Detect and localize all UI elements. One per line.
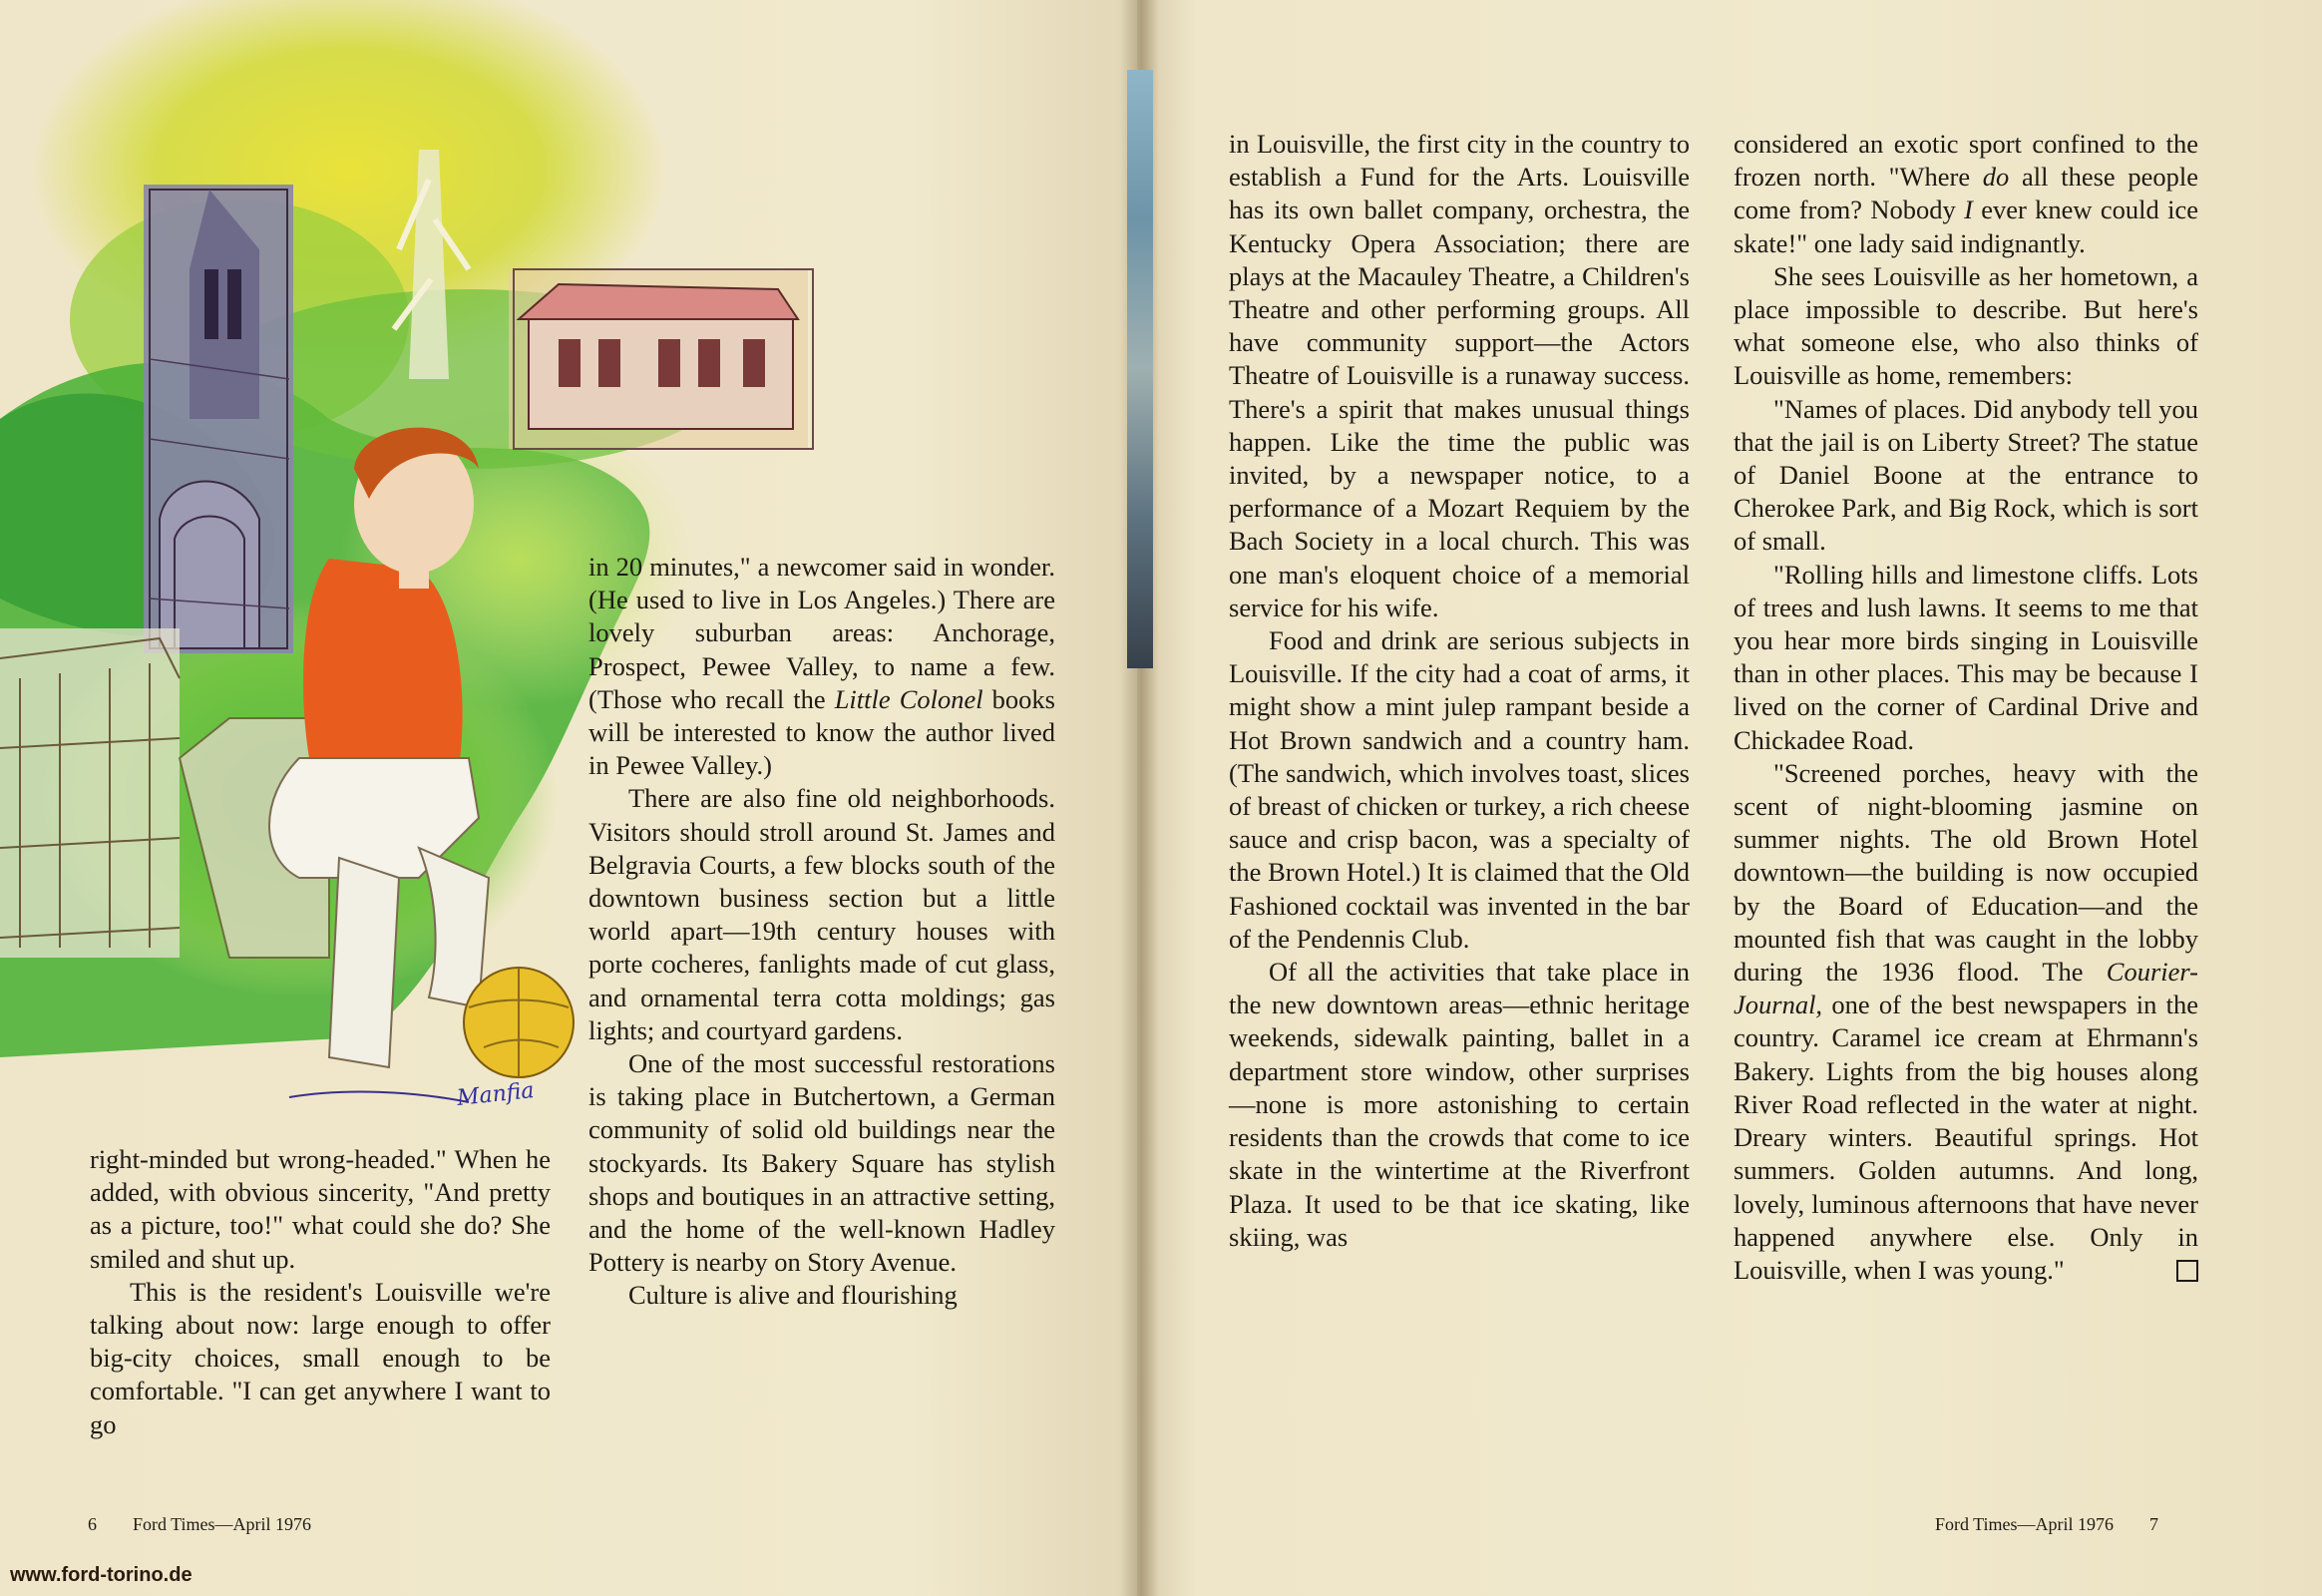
paragraph	[1734, 128, 2198, 260]
paragraph-text: in 20 minutes," a newcomer said in wonder. (He used to live in Los Angeles.) There are lovely suburban areas: Anchorage, Prospect, Pewee Valley, to name a few. (Those who recall the	[588, 552, 1055, 714]
left-column-2	[588, 551, 1055, 1313]
paragraph: There are also fine old neighborhoods. Visitors should stroll around St. James and Belgravia Courts, a few blocks south of the downtown business section but a little world apart—19th century houses with porte cocheres, fanlights made of cut glass, and ornamental terra cotta moldings; gas lights; and courtyard gardens.	[588, 783, 1055, 1045]
church-sketch	[144, 185, 293, 653]
paragraph: "Rolling hills and limestone cliffs. Lots of trees and lush lawns. It seems to me that you hear more birds singing in Louisville than in other places. This may be because I lived on the corner of Cardinal Drive and Chickadee Road.	[1734, 559, 2198, 755]
paragraph: right-minded but wrong-headed." When he added, with obvious sincerity, "And pretty as a picture, too!" what could she do? She smiled and shut up.	[90, 1144, 551, 1274]
paragraph-text: considered an exotic sport confined to the frozen north. "Where	[1734, 129, 2198, 193]
left-page-footer	[88, 1514, 311, 1535]
end-of-article-box-icon	[2176, 1260, 2198, 1282]
paragraph: This is the resident's Louisville we're talking about now: large enough to offer big-city choices, small enough to be comfortable. "I can get anywhere I want to go	[90, 1276, 551, 1439]
paragraph: in Louisville, the first city in the country to establish a Fund for the Arts. Louisville has its own ballet company, orchestra, the Kentucky Opera Association; there are plays at the Macauley Theatre, a Children's Theatre and other performing groups. All have community support—the Actors Theatre of Louisville is a runaway success. There's a spirit that makes unusual things happen. Like the time the public was invited, by a newspaper notice, to a performance of a Mozart Requiem by the Bach Society in a local church. This was one man's eloquent choice of a memorial service for his wife.	[1229, 129, 1690, 622]
paragraph-text: one of the best newspapers in the country. Caramel ice cream at Ehrmann's Bakery. Lights from the big houses along River Road reflected in the water at night. Dreary winters. Beautiful springs. Hot summers. Golden autumns. And long, lovely, luminous afternoons that have never happened anywhere else. Only in Louisville, when I was young."	[1734, 990, 2198, 1285]
left-column-1	[90, 1143, 551, 1441]
paragraph: She sees Louisville as her hometown, a place impossible to describe. But here's what someone else, who also thinks of Louisville as home, remembers:	[1734, 260, 2198, 391]
right-page-number: 7	[2149, 1514, 2159, 1534]
newspaper-title: Courier-Journal,	[1734, 957, 2198, 1020]
left-page-number: 6	[88, 1514, 97, 1534]
paragraph: Of all the activities that take place in the new downtown areas—ethnic heritage weekends, sidewalk painting, ballet in a department store window, other surprises—none is more astonishing to certain residents than the crowds that come to ice skate in the wintertime at the Riverfront Plaza. It used to be that ice skating, like skiing, was	[1229, 957, 1690, 1252]
paragraph	[1734, 757, 2198, 1287]
paragraph	[588, 551, 1055, 782]
book-title: Little Colonel	[834, 683, 983, 714]
paragraph: One of the most successful restorations is taking place in Butchertown, a German community of solid old buildings near the stockyards. Its Bakery Square has stylish shops and boutiques in an attractive setting, and the home of the well-known Hadley Pottery is nearby on Story Avenue.	[588, 1048, 1055, 1278]
emphasis: I	[1964, 195, 1973, 225]
right-column-2	[1734, 128, 2198, 1287]
house-sketch	[509, 269, 813, 449]
paragraph: Food and drink are serious subjects in Louisville. If the city had a coat of arms, it might show a mint julep rampant beside a Hot Brown sandwich and a country ham. (The sandwich, which involves toast, slices of breast of chicken or turkey, a rich cheese sauce and crisp bacon, was a specialty of the Brown Hotel.) It is claimed that the Old Fashioned cocktail was invented in the bar of the Pendennis Club.	[1229, 625, 1690, 954]
paragraph-text: all these people come from? Nobody	[1734, 162, 2198, 225]
right-column-1	[1229, 128, 1690, 1254]
right-footer-title: Ford Times—April 1976	[1935, 1514, 2115, 1534]
paragraph: Culture is alive and flourishing	[628, 1280, 958, 1311]
watermark: www.ford-torino.de	[10, 1564, 193, 1586]
left-footer-title: Ford Times—April 1976	[133, 1514, 312, 1534]
paragraph: "Names of places. Did anybody tell you that the jail is on Liberty Street? The statue of Daniel Boone at the entrance to Cherokee Park, and Big Rock, which is sort of small.	[1734, 393, 2198, 557]
artist-signature: Manfia	[455, 1078, 536, 1111]
paragraph-text: ever knew could ice skate!" one lady said indignantly.	[1734, 195, 2198, 258]
right-page-footer	[1935, 1514, 2158, 1535]
paragraph-text: books will be interested to know the author lived in Pewee Valley.)	[588, 683, 1055, 781]
emphasis: do	[1982, 162, 2010, 193]
paragraph-text: "Screened porches, heavy with the scent of night-blooming jasmine on summer nights. The old Brown Hotel downtown—the building is now occupied by the Board of Education—and the mounted fish that was caught in the lobby during the 1936 flood. The	[1734, 757, 2198, 988]
